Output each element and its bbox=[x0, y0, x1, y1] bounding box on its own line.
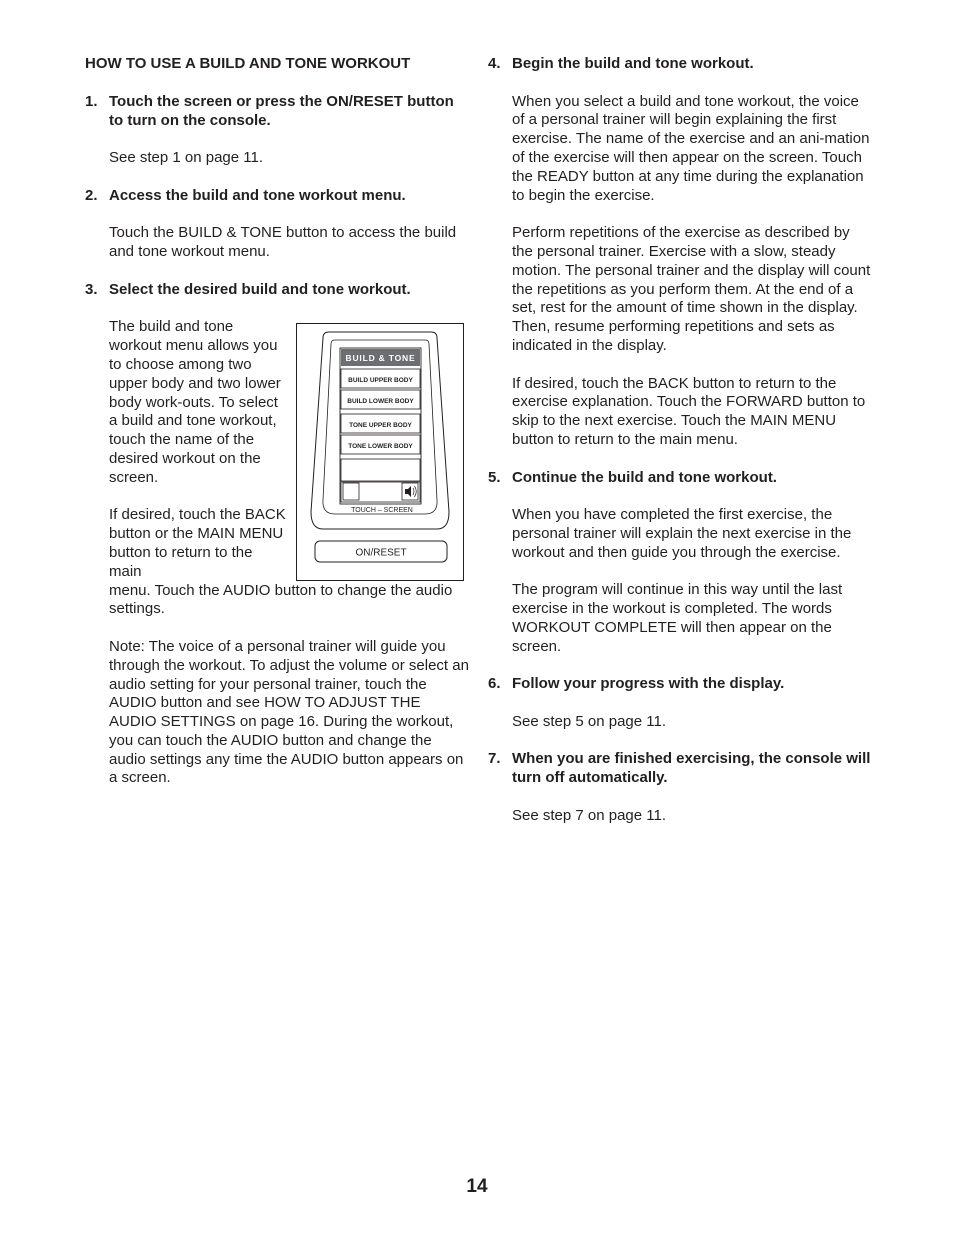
console-drawing bbox=[297, 324, 463, 580]
step-number: 4. bbox=[488, 55, 501, 72]
step-4 bbox=[488, 55, 873, 450]
step-1 bbox=[85, 93, 470, 168]
back-button[interactable] bbox=[343, 483, 359, 500]
step-paragraph: Touch the BUILD & TONE button to access the build and tone workout menu. bbox=[109, 224, 457, 261]
menu-button-label: BUILD LOWER BODY bbox=[347, 398, 414, 405]
step-paragraph: The build and tone workout menu allows you to choose among two upper body and two lower body work-outs. To select a build and tone workout, touch the name of the desired workout on the screen. bbox=[109, 318, 281, 486]
step-number: 2. bbox=[85, 186, 98, 204]
step-paragraph: See step 5 on page 11. bbox=[512, 712, 667, 730]
step-title: Touch the screen or press the ON/RESET button to turn on the console. bbox=[109, 92, 454, 129]
section-heading: HOW TO USE A BUILD AND TONE WORKOUT bbox=[85, 55, 411, 72]
step-number: 1. bbox=[85, 92, 98, 110]
step-number: 7. bbox=[488, 750, 501, 768]
step-paragraph: See step 7 on page 11. bbox=[512, 806, 667, 824]
step-paragraph: menu. Touch the AUDIO button to change the audio settings. bbox=[109, 581, 453, 618]
step-title: Select the desired build and tone workout. bbox=[109, 280, 411, 298]
step-paragraph: The program will continue in this way until the last exercise in the workout is completed. The words WORKOUT COMPLETE will then appear on the screen. bbox=[512, 581, 843, 655]
right-column bbox=[488, 55, 873, 844]
step-2 bbox=[85, 187, 470, 262]
page-number: 14 bbox=[466, 1176, 488, 1197]
menu-button-label: TONE UPPER BODY bbox=[349, 422, 412, 429]
step-paragraph: If desired, touch the BACK button to return to the exercise explanation. Touch the FORWARD button to skip to the next exercise. Touch the MAIN MENU button to return to the main menu. bbox=[512, 374, 866, 448]
step-number: 3. bbox=[85, 280, 98, 298]
step-5 bbox=[488, 469, 873, 657]
step-title: Follow your progress with the display. bbox=[512, 675, 785, 693]
menu-button-label: BUILD UPPER BODY bbox=[348, 377, 413, 384]
on-reset-label: ON/RESET bbox=[355, 547, 407, 559]
step-6 bbox=[488, 675, 873, 731]
step-title: Begin the build and tone workout. bbox=[512, 55, 754, 72]
screen-header-label: BUILD & TONE bbox=[345, 353, 416, 363]
step-paragraph: If desired, touch the BACK button or the MAIN MENU button to return to the main bbox=[109, 506, 286, 580]
touch-screen-label: TOUCH – SCREEN bbox=[351, 507, 413, 514]
step-7 bbox=[488, 750, 873, 825]
step-title: Access the build and tone workout menu. bbox=[109, 186, 406, 204]
step-title: Continue the build and tone workout. bbox=[512, 468, 777, 486]
step-paragraph: Perform repetitions of the exercise as described by the personal trainer. Exercise with a slow, steady motion. The personal trainer and the display will count the repetitions as you perform them. At the end of a set, rest for the amount of time shown in the display. Then, resume performing repetitions and sets as indicated in the display. bbox=[512, 224, 871, 354]
menu-button-label: TONE LOWER BODY bbox=[348, 443, 413, 450]
step-title: When you are finished exercising, the console will turn off automatically. bbox=[512, 750, 871, 787]
screen-empty-panel bbox=[341, 459, 420, 481]
step-paragraph: When you have completed the first exercise, the personal trainer will explain the next exercise in the workout and then guide you through the exercise. bbox=[512, 506, 852, 561]
console-illustration bbox=[296, 323, 464, 581]
step-paragraph: When you select a build and tone workout, the voice of a personal trainer will begin explaining the first exercise. The name of the exercise and an ani-mation of the exercise will then appear on the screen. Touch the READY button at any time during the explanation to begin the exercise. bbox=[512, 92, 870, 204]
note-paragraph: Note: The voice of a personal trainer will guide you through the workout. To adjust the volume or select an audio setting for your personal trainer, touch the AUDIO button and see HOW TO ADJUST THE AUDIO SETTINGS on page 16. During the workout, you can touch the AUDIO button and change the audio settings any time the AUDIO button appears on a screen. bbox=[109, 637, 469, 787]
step-number: 5. bbox=[488, 468, 501, 486]
step-paragraph: See step 1 on page 11. bbox=[109, 149, 264, 167]
step-number: 6. bbox=[488, 675, 501, 693]
